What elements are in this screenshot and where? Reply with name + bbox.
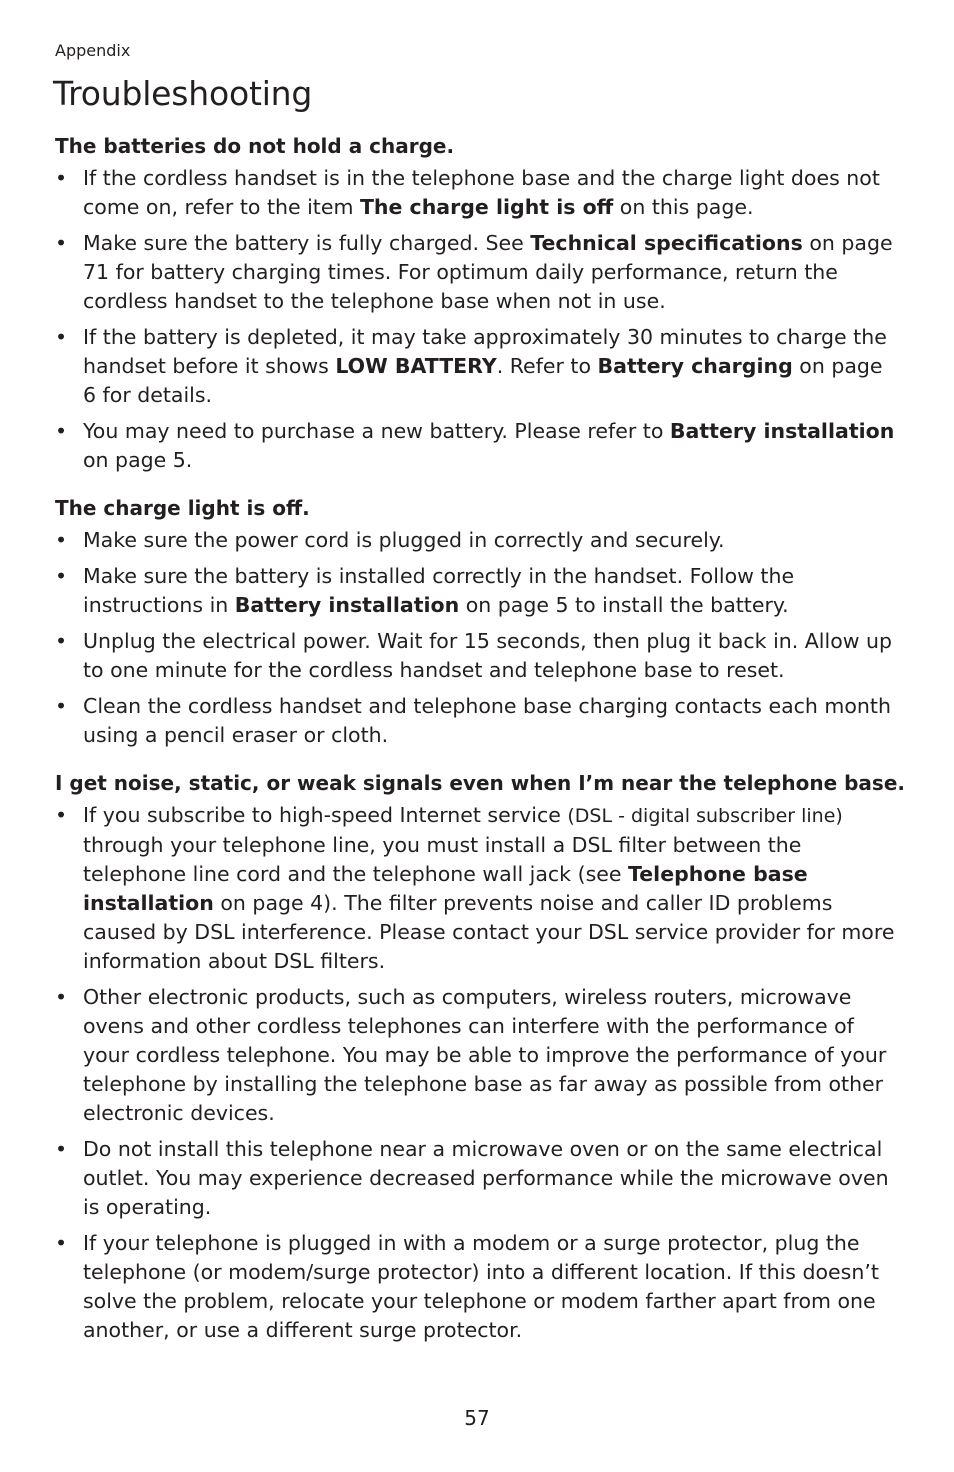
list-item — [55, 526, 900, 555]
item-text: If the battery is depleted, it may take approximately 30 minutes to charge the handset before it shows — [83, 325, 887, 378]
bullet-list — [55, 164, 900, 475]
list-item — [55, 692, 900, 750]
bullet-icon: • — [55, 1231, 68, 1255]
item-text: Unplug the electrical power. Wait for 15 seconds, then plug it back in. Allow up to one minute for the cordless handset and telephone base to reset. — [83, 629, 893, 682]
item-text: Do not install this telephone near a microwave oven or on the same electrical outlet. You may experience decreased performance while the microwave oven is operating. — [83, 1137, 889, 1219]
list-item — [55, 983, 900, 1128]
topic-heading: The charge light is off. — [55, 496, 310, 520]
item-text: Make sure the power cord is plugged in correctly and securely. — [83, 528, 725, 552]
list-item — [55, 164, 900, 222]
item-text: Make sure the battery is installed correctly in the handset. Follow the instructions in — [83, 564, 795, 617]
section-label: Appendix — [55, 41, 131, 60]
item-text: If the cordless handset is in the telephone base and the charge light does not come on, refer to the item — [83, 166, 880, 219]
bullet-list — [55, 801, 900, 1345]
list-item — [55, 417, 900, 475]
item-text: on page 5 to install the battery. — [459, 593, 789, 617]
item-text: (DSL - digital subscriber line) — [567, 805, 843, 827]
bold-reference: Battery installation — [234, 593, 460, 617]
item-text: Other electronic products, such as computers, wireless routers, microwave ovens and other cordless telephones can interfere with the performance of your cordless telephone. You may be able to improve the performance of your telephone by installing the telephone base as far away as possible from other electronic devices. — [83, 985, 887, 1125]
bold-reference: LOW BATTERY — [335, 354, 497, 378]
troubleshooting-topic — [55, 769, 905, 1345]
item-text: You may need to purchase a new battery. Please refer to — [83, 419, 670, 443]
bold-reference: Battery charging — [597, 354, 793, 378]
item-text: on page 4). The filter prevents noise and caller ID problems caused by DSL interference. Please contact your DSL service provider for more information about DSL filters. — [83, 891, 895, 973]
troubleshooting-topic — [55, 132, 900, 475]
topic-heading: I get noise, static, or weak signals even when I’m near the telephone base. — [55, 771, 905, 795]
item-text: on page 5. — [83, 448, 193, 472]
item-text: If you subscribe to high-speed Internet service — [83, 803, 568, 827]
list-item — [55, 229, 900, 316]
bullet-icon: • — [55, 528, 68, 552]
item-text: If your telephone is plugged in with a modem or a surge protector, plug the telephone (or modem/surge protector) into a different location. If this doesn’t solve the problem, relocate your telephone or modem farther apart from one another, or use a different surge protector. — [83, 1231, 879, 1342]
bullet-list — [55, 526, 900, 750]
bold-reference: Technical specifications — [530, 231, 803, 255]
item-text: Make sure the battery is fully charged. See — [83, 231, 531, 255]
bullet-icon: • — [55, 803, 68, 827]
item-text: on page 6 for details. — [83, 354, 883, 407]
bold-reference: Telephone base installation — [83, 862, 808, 915]
item-text: on page 71 for battery charging times. For optimum daily performance, return the cordless handset to the telephone base when not in use. — [83, 231, 893, 313]
item-text: Clean the cordless handset and telephone base charging contacts each month using a pencil eraser or cloth. — [83, 694, 891, 747]
bullet-icon: • — [55, 1137, 68, 1161]
bullet-icon: • — [55, 325, 68, 349]
page-number: 57 — [464, 1406, 490, 1430]
bullet-icon: • — [55, 694, 68, 718]
item-text: through your telephone line, you must install a DSL filter between the telephone line cord and the telephone wall jack (see — [83, 833, 802, 886]
bullet-icon: • — [55, 419, 68, 443]
troubleshooting-topic — [55, 494, 900, 750]
list-item — [55, 562, 900, 620]
troubleshooting-content — [55, 132, 905, 1352]
list-item — [55, 323, 900, 410]
list-item — [55, 1229, 900, 1345]
list-item — [55, 1135, 900, 1222]
topic-heading: The batteries do not hold a charge. — [55, 134, 455, 158]
bullet-icon: • — [55, 629, 68, 653]
bullet-icon: • — [55, 166, 68, 190]
list-item — [55, 627, 900, 685]
bold-reference: The charge light is off — [359, 195, 614, 219]
item-text: on this page. — [613, 195, 754, 219]
list-item — [55, 801, 900, 976]
page-title: Troubleshooting — [53, 74, 313, 113]
bold-reference: Battery installation — [669, 419, 895, 443]
bullet-icon: • — [55, 231, 68, 255]
bullet-icon: • — [55, 985, 68, 1009]
item-text: . Refer to — [496, 354, 598, 378]
bullet-icon: • — [55, 564, 68, 588]
